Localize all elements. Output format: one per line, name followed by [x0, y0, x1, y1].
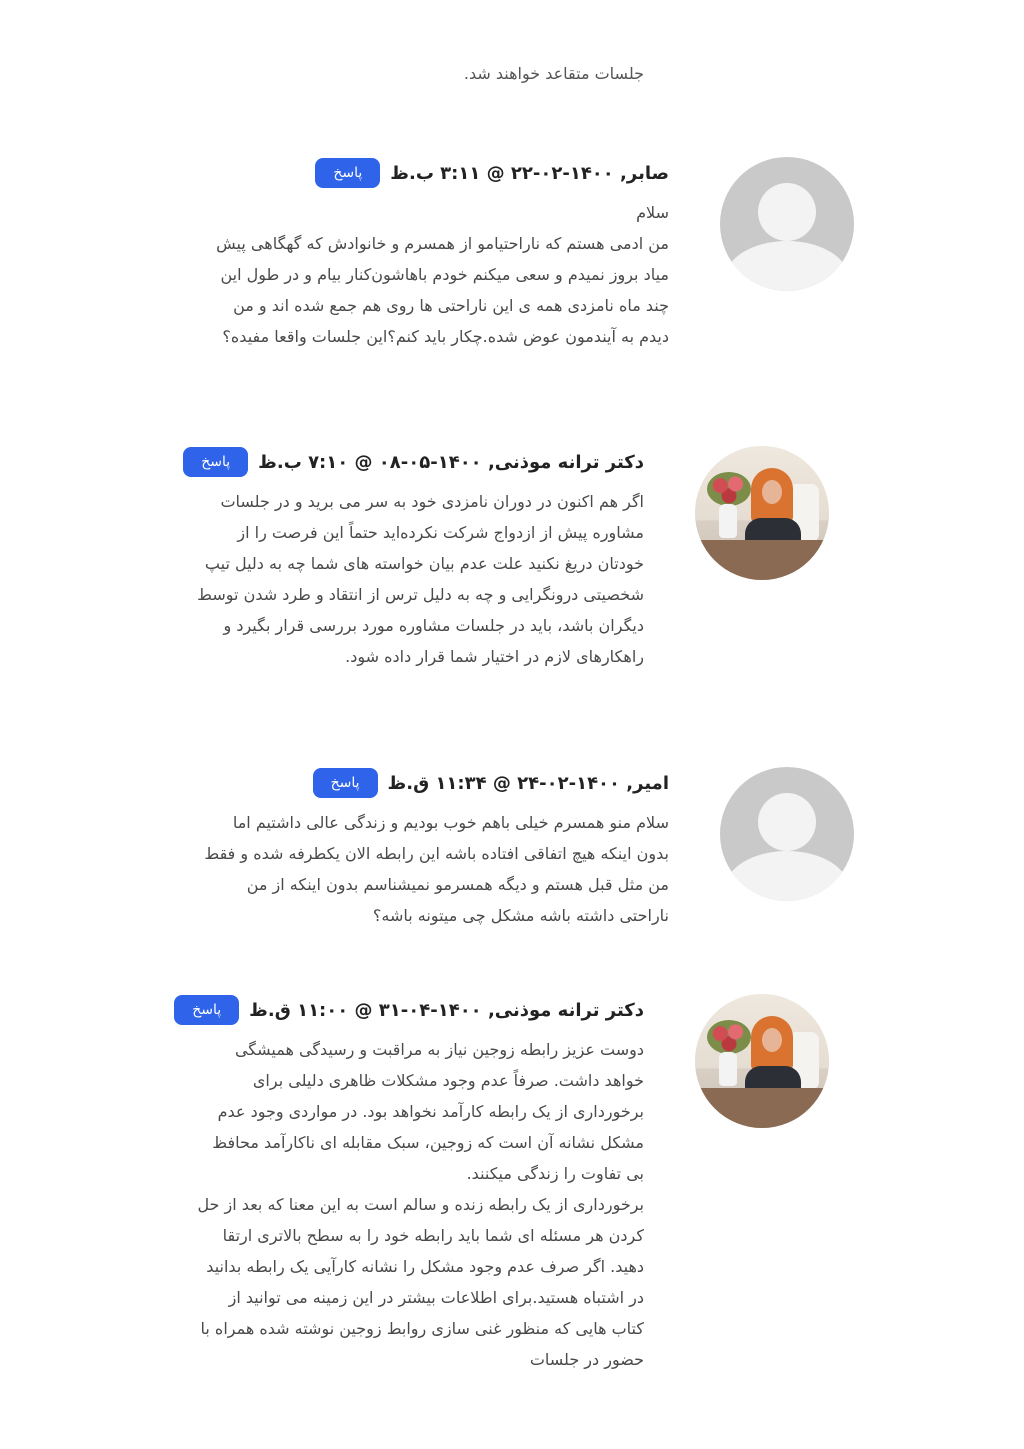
comment-content: [199, 157, 669, 352]
comment-paragraph: سلام: [636, 203, 669, 222]
reply-button[interactable]: پاسخ: [313, 768, 378, 798]
comment-text: [199, 807, 669, 931]
previous-text-fragment: جلسات متقاعد خواهند شد.: [463, 64, 644, 83]
comment-text: [194, 1034, 644, 1375]
comment-paragraph: اگر هم اکنون در دوران نامزدی خود به سر می برید و در جلسات مشاوره پیش از ازدواج شرکت نکرده‌اید حتماً این فرصت را از خودتان دریغ نکنید علت عدم بیان خواسته های شما چه به دلیل تیپ شخصیتی درونگرایی و چه به دلیل ترس از انتقاد و طرد شدن توسط دیگران باشد، باید در جلسات مشاوره مورد بررسی قرار بگیرد و راهکارهای لازم در اختیار شما قرار داده شود.: [197, 492, 644, 666]
comment-meta: [199, 767, 669, 799]
comment-content: [194, 446, 644, 672]
default-avatar-icon: [720, 157, 854, 291]
default-avatar-icon: [720, 767, 854, 901]
comment-meta: [199, 157, 669, 189]
comment-author-date: دکتر ترانه موذنی, ۱۴۰۰-۰۴-۳۱ @ ۱۱:۰۰ ق.ظ: [249, 999, 644, 1021]
comment-paragraph: دوست عزیز رابطه زوجین نیاز به مراقبت و رسیدگی همیشگی خواهد داشت. صرفاً عدم وجود مشکلات ظاهری دلیلی برای برخورداری از یک رابطه کارآمد نخواهد بود. در مواردی وجود عدم مشکل نشانه آن است که زوجین، سبک مقابله ای ناکارآمد محافظ بی تفاوت را زندگی میکنند.: [212, 1040, 644, 1183]
comment-paragraph: سلام منو همسرم خیلی باهم خوب بودیم و زندگی عالی داشتیم اما بدون اینکه هیچ اتفاقی افتاده باشه این رابطه الان یکطرفه شده و فقط من مثل قبل هستم و دیگه همسرمو نمیشناسم بدون اینکه از من ناراحتی داشته باشه مشکل چی میتونه باشه؟: [204, 813, 669, 925]
comment-meta: [194, 446, 644, 478]
comment-text: [199, 197, 669, 352]
reply-button[interactable]: پاسخ: [174, 995, 239, 1025]
comment-content: [194, 994, 644, 1375]
reply-button[interactable]: پاسخ: [183, 447, 248, 477]
comment-paragraph: من ادمی هستم که ناراحتیامو از همسرم و خانوادش که گهگاهی پیش میاد بروز نمیدم و سعی میکنم خودم باهاشون‌کنار بیام و در طول این چند ماه نامزدی همه ی این ناراحتی ها روی هم جمع شده اند و من دیدم به آیندمون عوض شده.چکار باید کنم؟این جلسات واقعا مفیده؟: [216, 234, 669, 346]
comment-paragraph: برخورداری از یک رابطه زنده و سالم است به این معنا که بعد از حل کردن هر مسئله ای شما باید رابطه خود را به سطح بالاتری ارتقا دهید. اگر صرف عدم وجود مشکل را نشانه کارآیی یک رابطه بدانید در اشتباه هستید.برای اطلاعات بیشتر در این زمینه می توانید از کتاب هایی که منظور غنی سازی روابط زوجین نوشته شده همراه با حضور در جلسات: [197, 1195, 644, 1369]
comment-meta: [194, 994, 644, 1026]
comment-text: [194, 486, 644, 672]
comment-author-date: صابر, ۱۴۰۰-۰۲-۲۲ @ ۳:۱۱ ب.ظ: [390, 162, 669, 184]
comment-content: [199, 767, 669, 931]
comment-author-date: دکتر ترانه موذنی, ۱۴۰۰-۰۵-۰۸ @ ۷:۱۰ ب.ظ: [258, 451, 644, 473]
doctor-photo-avatar: [695, 994, 829, 1128]
doctor-photo-avatar: [695, 446, 829, 580]
comment-author-date: امیر, ۱۴۰۰-۰۲-۲۴ @ ۱۱:۳۴ ق.ظ: [387, 772, 669, 794]
reply-button[interactable]: پاسخ: [315, 158, 380, 188]
